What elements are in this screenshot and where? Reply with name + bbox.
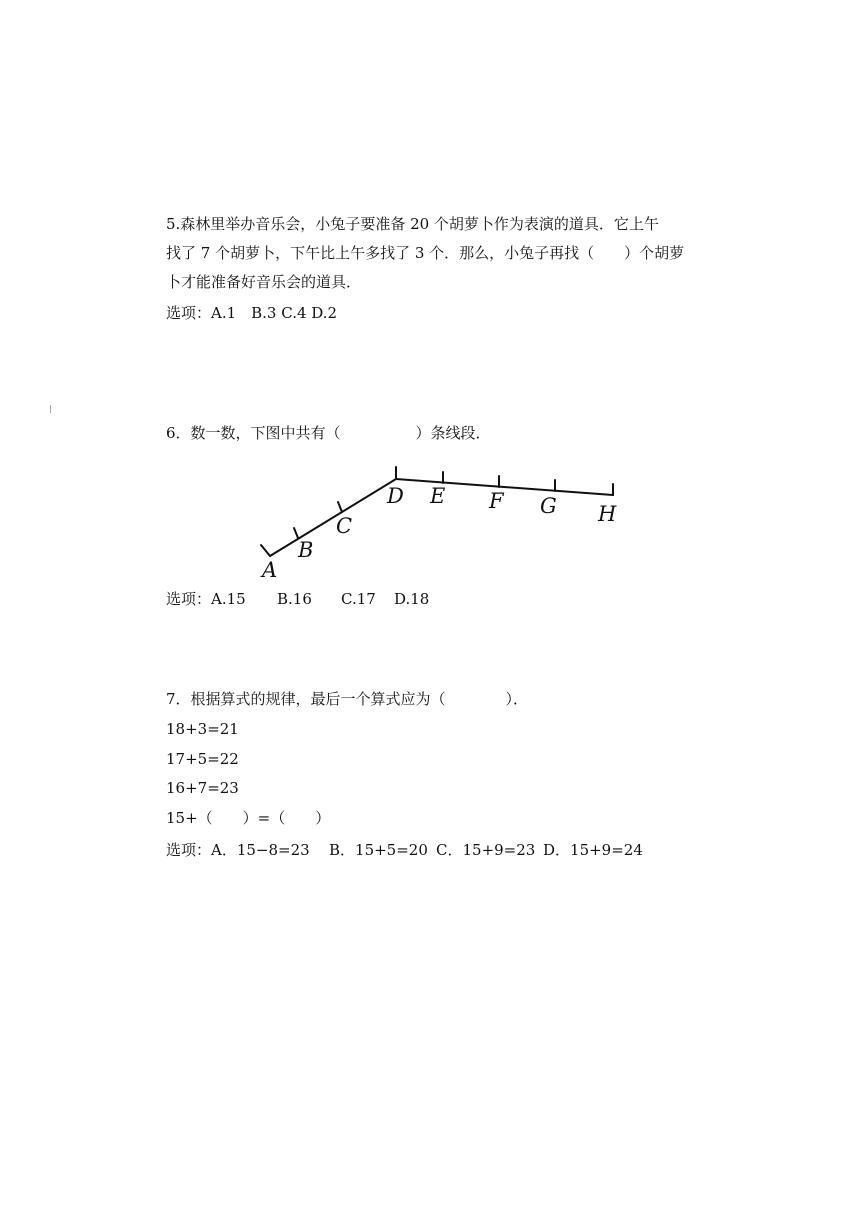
q7-equation-1: 18+3=21 bbox=[166, 720, 239, 738]
q7-option-a: A．15−8=23 bbox=[211, 841, 310, 859]
q7-equation-3: 16+7=23 bbox=[166, 779, 239, 797]
q6-option-a: A.15 bbox=[211, 590, 246, 608]
q7-options-label: 选项： bbox=[166, 841, 212, 859]
q7-stem: 7．根据算式的规律，最后一个算式应为（ ）． bbox=[166, 690, 529, 708]
q6-stem: 6．数一数，下图中共有（ ）条线段． bbox=[166, 424, 491, 442]
point-label-d: D bbox=[387, 484, 404, 508]
point-label-c: C bbox=[336, 514, 353, 538]
point-label-f: F bbox=[489, 489, 504, 513]
q7-equation-2: 17+5=22 bbox=[166, 750, 239, 768]
q6-option-c: C.17 bbox=[341, 590, 376, 608]
q7-option-c: C．15+9=23 bbox=[436, 841, 536, 859]
segment-d-h bbox=[396, 479, 613, 495]
tick-c bbox=[338, 502, 342, 512]
point-label-b: B bbox=[298, 538, 314, 562]
tick-a bbox=[261, 545, 270, 556]
tick-b bbox=[294, 528, 298, 538]
q7-option-d: D．15+9=24 bbox=[543, 841, 643, 859]
q6-option-b: B.16 bbox=[277, 590, 312, 608]
q7-options bbox=[166, 840, 643, 860]
q6-options-label: 选项： bbox=[166, 590, 212, 608]
q7-option-b: B．15+5=20 bbox=[329, 841, 428, 859]
q5-line-2: 找了 7 个胡萝卜，下午比上午多找了 3 个．那么，小兔子再找（ ）个胡萝 bbox=[166, 244, 685, 262]
q5-line-3: 卜才能准备好音乐会的道具． bbox=[166, 273, 362, 291]
q5-options: 选项：A.1 B.3 C.4 D.2 bbox=[166, 304, 338, 322]
q6-option-d: D.18 bbox=[394, 590, 430, 608]
point-label-a: A bbox=[262, 558, 278, 582]
q6-options bbox=[166, 589, 430, 609]
segment-a-d bbox=[270, 479, 396, 556]
point-label-h: H bbox=[598, 502, 617, 526]
q5-line-1: 5.森林里举办音乐会，小兔子要准备 20 个胡萝卜作为表演的道具．它上午 bbox=[166, 215, 659, 233]
q7-equation-4: 15+（ ）=（ ） bbox=[166, 809, 331, 827]
point-label-e: E bbox=[430, 484, 446, 508]
point-label-g: G bbox=[540, 494, 557, 518]
